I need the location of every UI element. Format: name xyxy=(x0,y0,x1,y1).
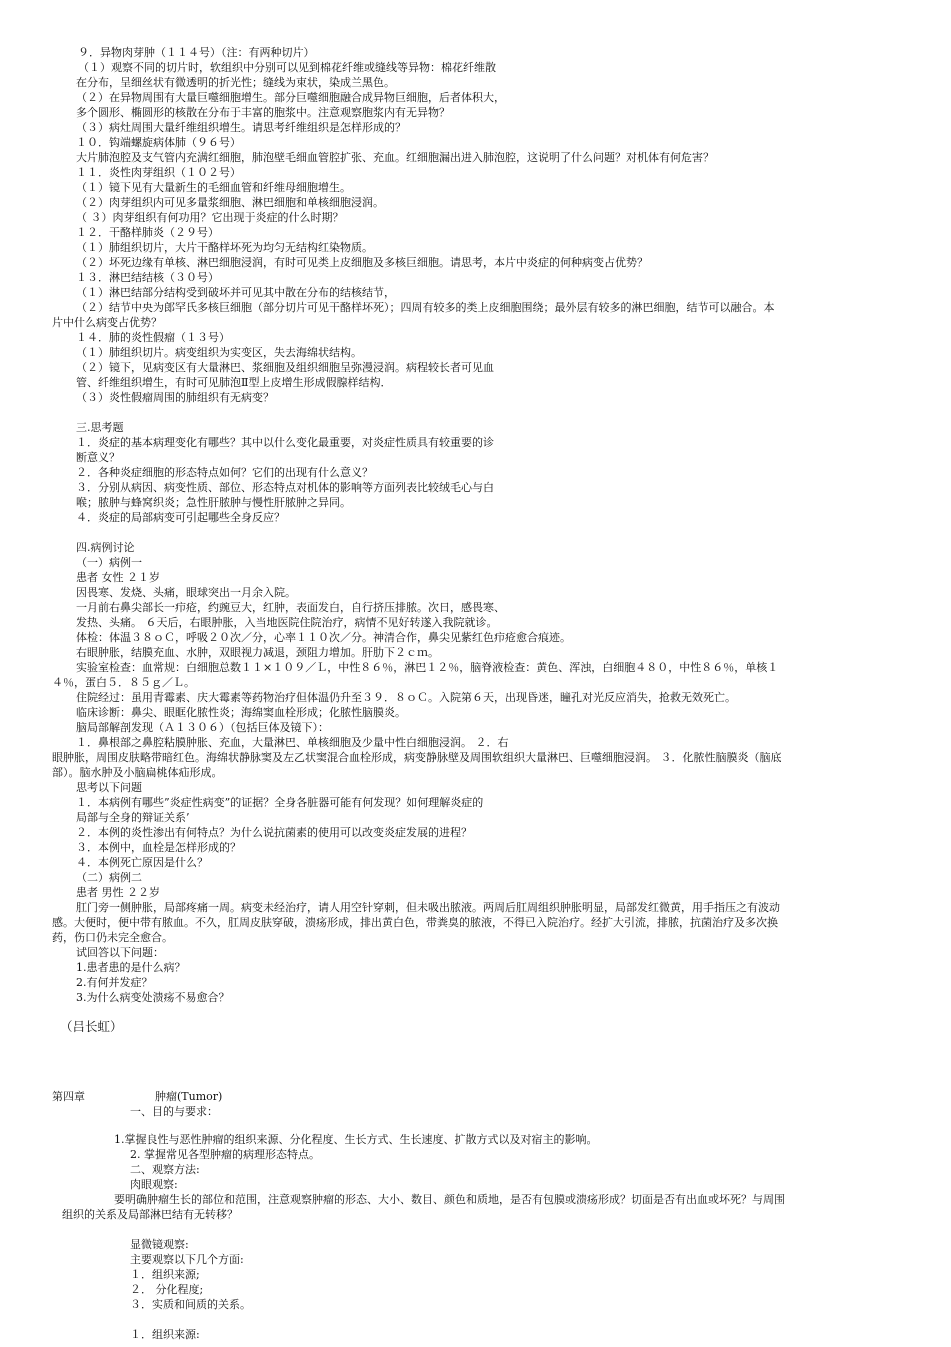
text-line: ２．各种炎症细胞的形态特点如何？它们的出现有什么意义？ xyxy=(76,466,373,479)
text-line: 实验室检查：血常规：白细胞总数１１×１０９／Ｌ，中性８６％，淋巴１２％，脑脊液检查：黄色、浑浊，白细胞４８０，中性８６％，单核１ xyxy=(76,661,779,674)
text-line: ２．本例的炎性渗出有何特点？为什么说抗菌素的使用可以改变炎症发展的进程？ xyxy=(76,826,472,839)
text-line: 在分布，呈细丝状有微透明的折光性；缝线为束状，染成兰黑色。 xyxy=(76,76,395,89)
text-line: （２）坏死边缘有单核、淋巴细胞浸润，有时可见类上皮细胞及多核巨细胞。请思考，本片中炎症的何种病变占优势？ xyxy=(76,256,648,269)
text-line: 住院经过：虽用青霉素、庆大霉素等药物治疗但体温仍升至３９．８ｏＣ。入院第６天，出现昏迷，瞳孔对光反应消失，抢救无效死亡。 xyxy=(76,691,736,704)
text-line: ４．炎症的局部病变可引起哪些全身反应？ xyxy=(76,511,285,524)
text-line: （１）观察不同的切片时，软组织中分别可以见到棉花纤维或缝线等异物：棉花纤维散 xyxy=(78,61,496,74)
text-line: （２）镜下，见病变区有大量淋巴、浆细胞及组织细胞呈弥漫浸润。病程较长者可见血 xyxy=(76,361,494,374)
text-line: １．本病例有哪些”炎症性病变”的证据？全身各脏器可能有何发现？如何理解炎症的 xyxy=(76,796,484,809)
text-line: 眼肿胀，周围皮肤略带暗红色。海绵状静脉窦及左乙状窦混合血栓形成，病变静脉壁及周围软组织大量淋巴、巨噬细胞浸润。 ３．化脓性脑膜炎（脑底 xyxy=(52,751,782,764)
text-line: 多个圆形、椭圆形的核散在分布于丰富的胞浆中。注意观察胞浆内有无异物？ xyxy=(76,106,450,119)
text-line: ２． 分化程度; xyxy=(130,1283,204,1296)
text-line: 1.掌握良性与恶性肿瘤的组织来源、分化程度、生长方式、生长速度、扩散方式以及对宿主的影响。 xyxy=(114,1133,598,1146)
text-line: 脑局部解剖发现（Ａ１３０６）（包括巨体及镜下）： xyxy=(76,721,329,734)
text-line: 因畏寒、发烧、头痛，眼球突出一月余入院。 xyxy=(76,586,296,599)
text-line: ３．实质和间质的关系。 xyxy=(130,1298,251,1311)
text-line: （二）病例二 xyxy=(76,871,142,884)
text-line: 肿瘤(Tumor) xyxy=(155,1090,223,1103)
text-line: 临床诊断：鼻尖、眼眶化脓性炎；海绵窦血栓形成；化脓性脑膜炎。 xyxy=(76,706,406,719)
text-line: （１）淋巴结部分结构受到破坏并可见其中散在分布的结核结节， xyxy=(76,286,395,299)
text-line: 2. 掌握常见各型肿瘤的病理形态特点。 xyxy=(130,1148,320,1161)
text-line: ３．本例中，血栓是怎样形成的？ xyxy=(76,841,241,854)
text-line: ４．本例死亡原因是什么？ xyxy=(76,856,208,869)
text-line: 要明确肿瘤生长的部位和范围，注意观察肿瘤的形态、大小、数目、颜色和质地，是否有包膜或溃疡形成？切面是否有出血或坏死？与周围 xyxy=(114,1193,785,1206)
text-line: 试回答以下问题： xyxy=(76,946,164,959)
text-line: ９．异物肉芽肿（１１４号）（注：有两种切片） xyxy=(78,46,315,59)
text-line: ４％，蛋白５．８５ｇ／Ｌ。 xyxy=(52,676,195,689)
text-line: １４．肺的炎性假瘤（１３号） xyxy=(76,331,230,344)
text-line: 主要观察以下几个方面: xyxy=(130,1253,244,1266)
text-line: 发热、头痛。 ６天后，右眼肿胀，入当地医院住院治疗，病情不见好转遂入我院就诊。 xyxy=(76,616,498,629)
text-line: １．组织来源: xyxy=(130,1328,200,1341)
text-line: １．炎症的基本病理变化有哪些？其中以什么变化最重要，对炎症性质具有较重要的诊 xyxy=(76,436,494,449)
text-line: 肉眼观察: xyxy=(130,1178,178,1191)
text-line: 体检：体温３８ｏＣ，呼吸２０次／分，心率１１０次／分。神清合作，鼻尖见紫红色疖疮愈合痕迹。 xyxy=(76,631,571,644)
text-line: １０．钩端螺旋病体肺（９６号） xyxy=(76,136,241,149)
text-line: 二、观察方法: xyxy=(130,1163,200,1176)
text-line: （３）病灶周围大量纤维组织增生。请思考纤维组织是怎样形成的？ xyxy=(76,121,406,134)
text-line: （ ３）肉芽组织有何功用？它出现于炎症的什么时期？ xyxy=(76,211,344,224)
text-line: 思考以下问题 xyxy=(76,781,142,794)
text-line: 组织的关系及局部淋巴结有无转移？ xyxy=(62,1208,238,1221)
text-line: 第四章 xyxy=(52,1090,85,1103)
text-line: 断意义？ xyxy=(76,451,120,464)
text-line: 管、纤维组织增生，有时可见肺泡Ⅱ型上皮增生形成假腺样结构． xyxy=(76,376,392,389)
text-line: 肛门旁一侧肿胀，局部疼痛一周。病变未经治疗，请人用空针穿刺，但未吸出脓液。两周后肛周组织肿胀明显，局部发红微黄，用手指压之有波动 xyxy=(76,901,780,914)
text-line: 患者 男性 ２２岁 xyxy=(76,886,160,899)
text-line: 四.病例讨论 xyxy=(76,541,135,554)
text-line: 3.为什么病变处溃疡不易愈合？ xyxy=(76,991,230,1004)
text-line: 一月前右鼻尖部长一疖疮，约豌豆大，红肿，表面发白，自行挤压排脓。次日，感畏寒、 xyxy=(76,601,505,614)
text-line: １．组织来源; xyxy=(130,1268,200,1281)
text-line: （１）镜下见有大量新生的毛细血管和纤维母细胞增生。 xyxy=(76,181,351,194)
text-line: 患者 女性 ２１岁 xyxy=(76,571,160,584)
text-line: 药，伤口仍未完全愈合。 xyxy=(52,931,173,944)
text-line: 局部与全身的辩证关系’ xyxy=(76,811,190,824)
text-line: 显微镜观察: xyxy=(130,1238,189,1251)
text-line: （２）结节中央为郎罕氏多核巨细胞（部分切片可见干酪样坏死）；四周有较多的类上皮细胞围绕；最外层有较多的淋巴细胞，结节可以融合。本 xyxy=(76,301,775,314)
text-line: 喉；脓肿与蜂窝织炎；急性肝脓肿与慢性肝脓肿之异同。 xyxy=(76,496,351,509)
text-line: 部）。脑水肿及小脑扁桃体疝形成。 xyxy=(52,766,223,779)
text-line: 2.有何并发症？ xyxy=(76,976,153,989)
text-line: １．鼻根部之鼻腔粘膜肿胀、充血，大量淋巴、单核细胞及少量中性白细胞浸润。 ２．右 xyxy=(76,736,509,749)
text-line: 大片肺泡腔及支气管内充满红细胞，肺泡壁毛细血管腔扩张、充血。红细胞漏出进入肺泡腔，这说明了什么问题？对机体有何危害？ xyxy=(76,151,714,164)
text-line: 1.患者患的是什么病？ xyxy=(76,961,186,974)
text-line: （２）在异物周围有大量巨噬细胞增生。部分巨噬细胞融合成异物巨细胞，后者体积大， xyxy=(76,91,505,104)
text-line: （２）肉芽组织内可见多量浆细胞、淋巴细胞和单核细胞浸润。 xyxy=(76,196,384,209)
text-line: 右眼肿胀，结膜充血、水肿，双眼视力减退，颈阻力增加。肝肋下２ｃｍ。 xyxy=(76,646,439,659)
text-line: （吕长虹） xyxy=(60,1019,123,1034)
text-line: 感。大便时，便中带有脓血。不久，肛周皮肤穿破，溃疡形成，排出黄白色，带粪臭的脓液，不得已入院治疗。经扩大引流，排脓，抗菌治疗及多次换 xyxy=(52,916,778,929)
text-line: １１．炎性肉芽组织（１０２号） xyxy=(76,166,241,179)
text-line: 三.思考题 xyxy=(76,421,124,434)
text-line: （３）炎性假瘤周围的肺组织有无病变？ xyxy=(76,391,274,404)
text-line: （１）肺组织切片。病变组织为实变区，失去海绵状结构。 xyxy=(76,346,362,359)
text-line: ３．分别从病因、病变性质、部位、形态特点对机体的影响等方面列表比较绒毛心与白 xyxy=(76,481,494,494)
text-line: （一）病例一 xyxy=(76,556,142,569)
text-line: 片中什么病变占优势？ xyxy=(52,316,162,329)
text-line: 一、目的与要求： xyxy=(130,1105,218,1118)
text-line: （１）肺组织切片，大片干酪样坏死为均匀无结构红染物质。 xyxy=(76,241,373,254)
text-line: １３．淋巴结结核（３０号） xyxy=(76,271,219,284)
text-line: １２．干酪样肺炎（２９号） xyxy=(76,226,219,239)
